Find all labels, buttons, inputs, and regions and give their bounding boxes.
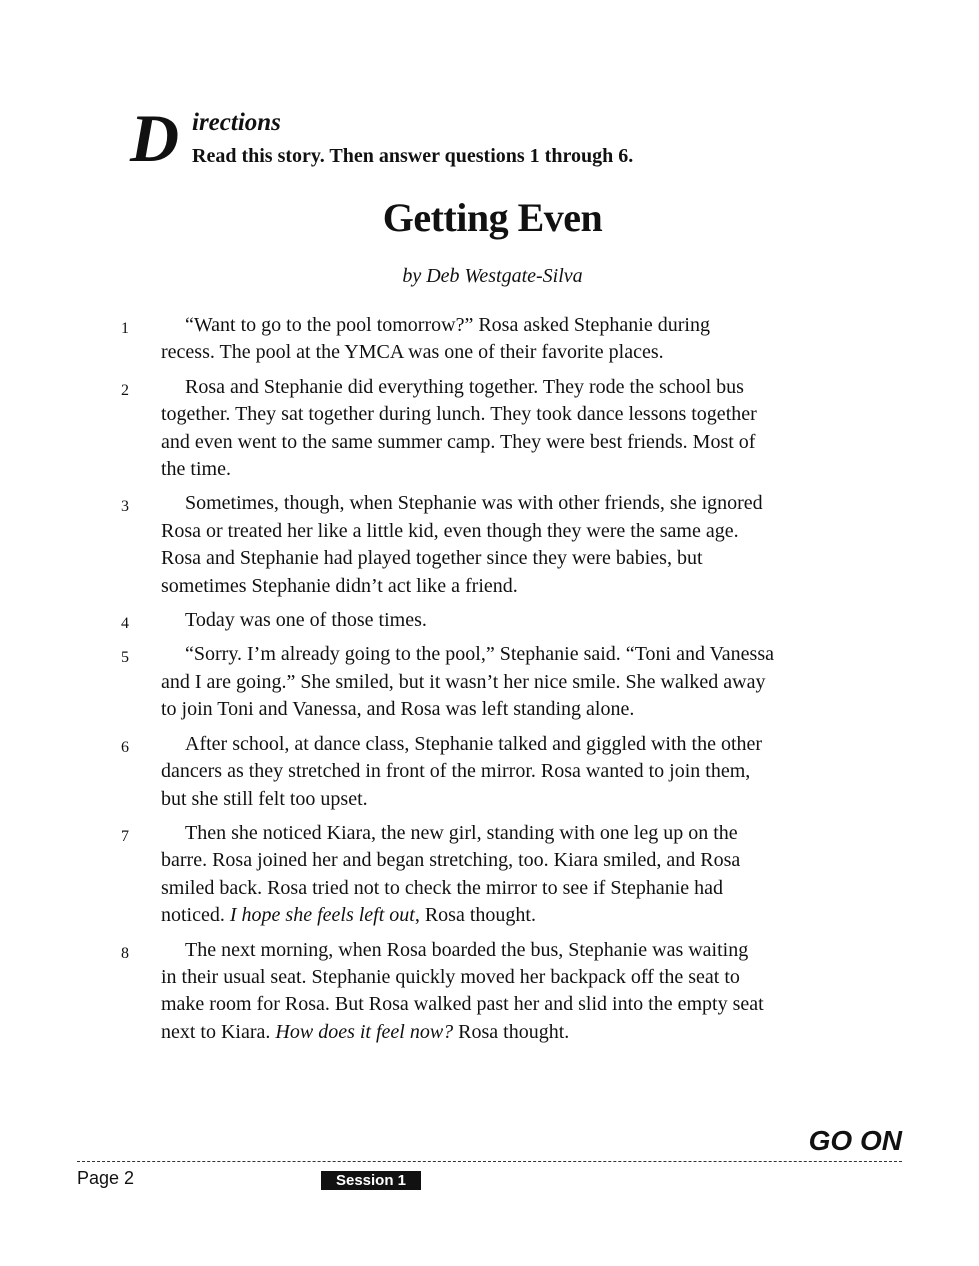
story-title: Getting Even	[382, 195, 603, 240]
text-line: “Sorry. I’m already going to the pool,” Stephanie said. “Toni and Vanessa	[185, 643, 775, 666]
text-line: make room for Rosa. But Rosa walked past her and slid into the empty seat	[161, 993, 764, 1016]
directions-heading	[128, 98, 828, 178]
story-paragraph	[0, 641, 979, 723]
story-paragraph	[0, 374, 979, 484]
text-line: Rosa and Stephanie did everything together. They rode the school bus	[185, 375, 744, 398]
story-byline: by Deb Westgate-Silva	[402, 265, 583, 287]
paragraph-text	[161, 731, 837, 813]
story-paragraph	[0, 937, 979, 1047]
text-line: Rosa or treated her like a little kid, even though they were the same age.	[161, 519, 739, 542]
session-badge: Session 1	[321, 1171, 421, 1190]
paragraph-number: 1	[121, 320, 129, 337]
directions-word: irections	[192, 109, 281, 136]
paragraph-text	[161, 937, 837, 1047]
go-on-label: GO ON	[808, 1125, 902, 1156]
text-line: to join Toni and Vanessa, and Rosa was left standing alone.	[161, 698, 635, 721]
text-line: the time.	[161, 458, 231, 481]
italic-thought: I hope she feels left out	[229, 904, 415, 927]
paragraph-text	[161, 374, 837, 484]
paragraph-text	[161, 641, 837, 723]
text-line: and I are going.” She smiled, but it wasn’t her nice smile. She walked away	[161, 670, 766, 693]
text-line: in their usual seat. Stephanie quickly moved her backpack off the seat to	[161, 965, 740, 988]
text-line: barre. Rosa joined her and began stretching, too. Kiara smiled, and Rosa	[161, 849, 741, 872]
italic-thought: How does it feel now?	[275, 1020, 454, 1043]
paragraph-number: 3	[121, 498, 129, 516]
paragraph-text	[161, 820, 837, 930]
text-fragment: noticed.	[161, 904, 230, 927]
paragraph-number: 4	[121, 615, 129, 633]
page-number: Page 2	[77, 1168, 135, 1188]
directions-drop-cap: D	[130, 100, 180, 176]
directions-instruction: Read this story. Then answer questions 1 through 6.	[192, 145, 634, 167]
text-line: “Want to go to the pool tomorrow?” Rosa asked Stephanie during	[185, 314, 710, 336]
paragraph-number: 7	[121, 827, 129, 845]
story-paragraph	[0, 731, 979, 813]
text-line: recess. The pool at the YMCA was one of their favorite places.	[161, 341, 664, 364]
footer-divider	[77, 1161, 902, 1162]
text-line: Today was one of those times.	[185, 609, 427, 632]
paragraph-text	[161, 490, 837, 600]
paragraph-text	[161, 312, 837, 367]
text-line: together. They sat together during lunch. They took dance lessons together	[161, 403, 757, 426]
text-line: but she still felt too upset.	[161, 787, 368, 810]
text-line: smiled back. Rosa tried not to check the mirror to see if Stephanie had	[161, 876, 724, 899]
paragraph-number: 8	[121, 944, 129, 962]
paragraph-number: 5	[121, 649, 129, 667]
text-fragment: next to Kiara.	[161, 1020, 276, 1043]
text-line: The next morning, when Rosa boarded the bus, Stephanie was waiting	[185, 938, 749, 961]
text-line: Then she noticed Kiara, the new girl, standing with one leg up on the	[185, 821, 738, 844]
text-fragment: , Rosa thought.	[414, 904, 536, 927]
text-line: and even went to the same summer camp. They were best friends. Most of	[161, 430, 756, 453]
text-line: sometimes Stephanie didn’t act like a friend.	[161, 574, 518, 597]
text-line: dancers as they stretched in front of the mirror. Rosa wanted to join them,	[161, 760, 751, 783]
text-line: After school, at dance class, Stephanie talked and giggled with the other	[185, 732, 763, 755]
paragraph-number: 6	[121, 738, 129, 756]
story-body	[0, 312, 979, 1053]
story-paragraph	[0, 490, 979, 600]
paragraph-number: 2	[121, 381, 129, 399]
text-line: Rosa and Stephanie had played together since they were babies, but	[161, 547, 703, 570]
story-paragraph	[0, 820, 979, 930]
story-paragraph	[0, 312, 979, 367]
text-line: Sometimes, though, when Stephanie was with other friends, she ignored	[185, 492, 763, 515]
story-paragraph	[0, 607, 979, 634]
text-fragment: Rosa thought.	[453, 1020, 570, 1043]
paragraph-text	[161, 607, 837, 634]
